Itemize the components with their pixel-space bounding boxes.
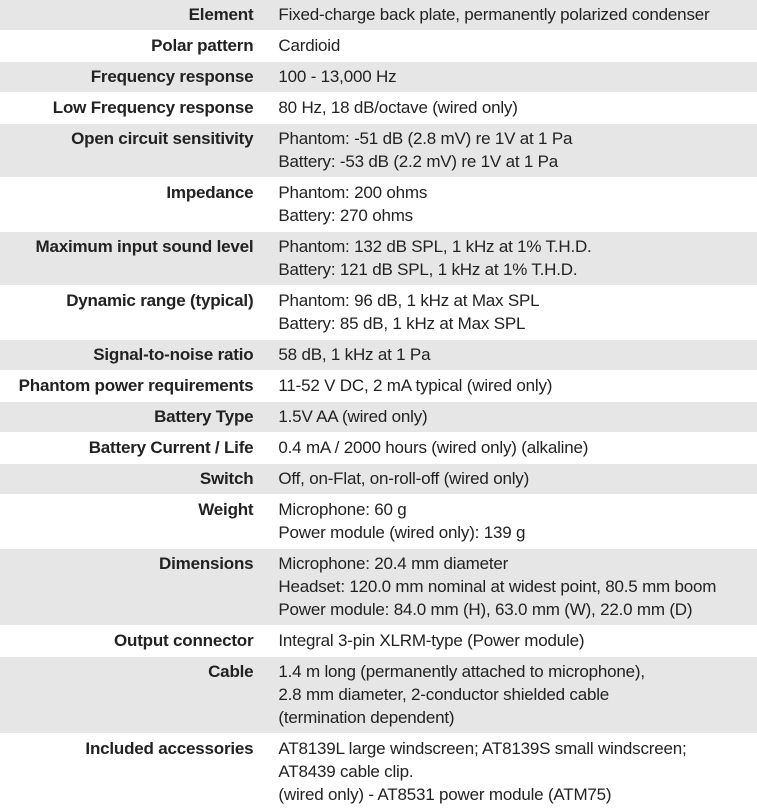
- spec-row: [0, 657, 757, 734]
- spec-row: [0, 626, 757, 657]
- spec-label: Output connector: [114, 631, 254, 650]
- spec-row: [0, 734, 757, 811]
- spec-value: [260, 734, 757, 811]
- spec-row: [0, 124, 757, 178]
- spec-value-line: 58 dB, 1 kHz at 1 Pa: [278, 345, 431, 364]
- spec-label: Low Frequency response: [52, 98, 254, 117]
- spec-value-line: Phantom: 96 dB, 1 kHz at Max SPL: [278, 291, 540, 310]
- spec-value-line: Battery: 270 ohms: [278, 206, 413, 225]
- spec-value-line: 2.8 mm diameter, 2-conductor shielded cable: [278, 685, 610, 704]
- spec-row: [0, 371, 757, 402]
- spec-label: Dimensions: [0, 549, 260, 626]
- spec-row: [0, 549, 757, 626]
- spec-row: [0, 340, 757, 371]
- spec-value-line: 0.4 mA / 2000 hours (wired only) (alkaline): [278, 438, 589, 457]
- spec-label: Signal-to-noise ratio: [0, 340, 260, 371]
- spec-value: [260, 371, 757, 402]
- spec-value-line: Fixed-charge back plate, permanently polarized condenser: [278, 5, 710, 24]
- spec-row: [0, 433, 757, 464]
- spec-value-line: 1.5V AA (wired only): [278, 407, 428, 426]
- spec-value: [260, 549, 757, 626]
- spec-value-line: Power module: 84.0 mm (H), 63.0 mm (W), 22.0 mm (D): [278, 600, 693, 619]
- spec-value-line: Microphone: 60 g: [278, 500, 407, 519]
- spec-value-line: Power module (wired only): 139 g: [278, 523, 526, 542]
- spec-value-line: 11-52 V DC, 2 mA typical (wired only): [278, 376, 553, 395]
- spec-label: Included accessories: [85, 739, 254, 758]
- spec-value-line: (wired only) - AT8531 power module (ATM75): [278, 785, 612, 804]
- spec-value: [260, 464, 757, 495]
- spec-value: [260, 626, 757, 657]
- spec-value: [260, 124, 757, 178]
- spec-value-line: Battery: 121 dB SPL, 1 kHz at 1% T.H.D.: [278, 260, 578, 279]
- spec-value-line: Microphone: 20.4 mm diameter: [278, 554, 509, 573]
- spec-label: Phantom power requirements: [18, 376, 254, 395]
- spec-value-line: Cardioid: [278, 36, 341, 55]
- spec-label: Weight: [198, 500, 254, 519]
- spec-value: [260, 340, 757, 371]
- spec-value-line: Integral 3-pin XLRM-type (Power module): [278, 631, 585, 650]
- spec-value-line: Battery: -53 dB (2.2 mV) re 1V at 1 Pa: [278, 152, 559, 171]
- spec-label: Switch: [0, 464, 260, 495]
- spec-label: Element: [0, 0, 260, 31]
- spec-value-line: AT8439 cable clip.: [278, 762, 414, 781]
- spec-row: [0, 62, 757, 93]
- spec-value-line: Headset: 120.0 mm nominal at widest point, 80.5 mm boom: [278, 577, 717, 596]
- spec-row: [0, 286, 757, 340]
- spec-label: Dynamic range (typical): [66, 291, 254, 310]
- spec-label: Maximum input sound level: [0, 232, 260, 286]
- spec-value-line: 100 - 13,000 Hz: [278, 67, 397, 86]
- spec-value-line: Battery: 85 dB, 1 kHz at Max SPL: [278, 314, 526, 333]
- spec-value-line: (termination dependent): [278, 708, 455, 727]
- spec-value: [260, 286, 757, 340]
- spec-value: [260, 0, 757, 31]
- spec-row: [0, 495, 757, 549]
- spec-label: Impedance: [166, 183, 254, 202]
- spec-value-line: Off, on-Flat, on-roll-off (wired only): [278, 469, 530, 488]
- spec-value: [260, 657, 757, 734]
- spec-row: [0, 0, 757, 31]
- spec-row: [0, 178, 757, 232]
- spec-row: [0, 402, 757, 433]
- spec-value-line: 80 Hz, 18 dB/octave (wired only): [278, 98, 518, 117]
- spec-label: Cable: [0, 657, 260, 734]
- spec-label: Open circuit sensitivity: [0, 124, 260, 178]
- spec-label: Polar pattern: [151, 36, 254, 55]
- spec-value: [260, 31, 757, 62]
- spec-label: Battery Type: [0, 402, 260, 433]
- spec-value: [260, 62, 757, 93]
- spec-value-line: 1.4 m long (permanently attached to microphone),: [278, 662, 645, 681]
- spec-label: Battery Current / Life: [88, 438, 254, 457]
- spec-value-line: Phantom: -51 dB (2.8 mV) re 1V at 1 Pa: [278, 129, 573, 148]
- spec-value: [260, 232, 757, 286]
- spec-row: [0, 464, 757, 495]
- spec-value: [260, 433, 757, 464]
- spec-value-line: AT8139L large windscreen; AT8139S small windscreen;: [278, 739, 687, 758]
- spec-value: [260, 93, 757, 124]
- spec-value: [260, 178, 757, 232]
- spec-row: [0, 31, 757, 62]
- spec-row: [0, 93, 757, 124]
- spec-value-line: Phantom: 200 ohms: [278, 183, 428, 202]
- spec-value: [260, 495, 757, 549]
- spec-value: [260, 402, 757, 433]
- spec-value-line: Phantom: 132 dB SPL, 1 kHz at 1% T.H.D.: [278, 237, 592, 256]
- spec-label: Frequency response: [0, 62, 260, 93]
- spec-row: [0, 232, 757, 286]
